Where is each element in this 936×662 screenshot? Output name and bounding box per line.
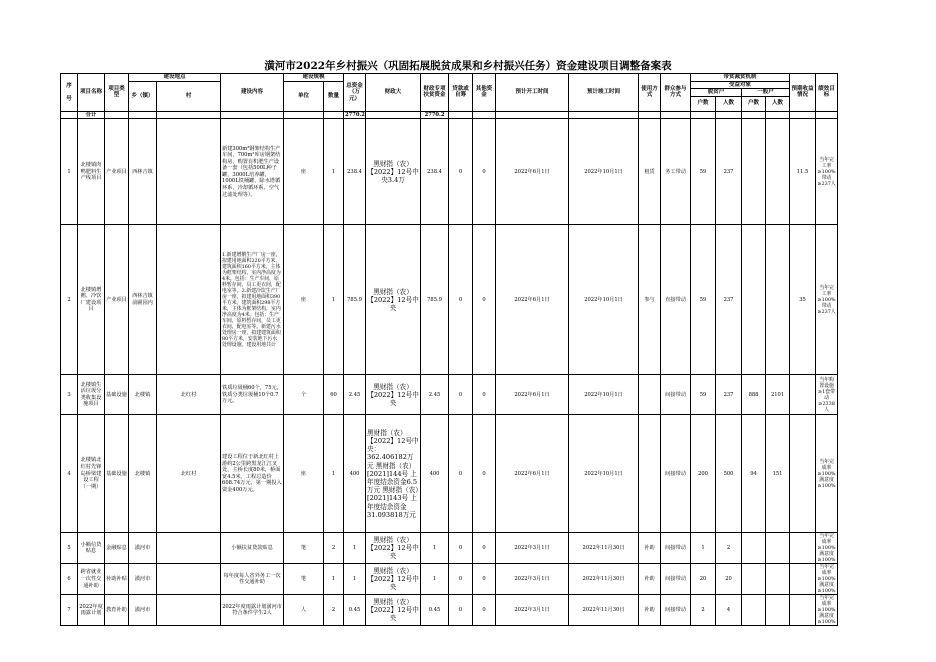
- cell-credit: 0: [449, 533, 473, 564]
- header-credit: 贷款或自筹: [449, 74, 473, 112]
- table-row: [61, 564, 838, 595]
- cell-qty: 1: [324, 415, 344, 533]
- cell-poverty-households: 59: [691, 225, 716, 375]
- cell-poverty-households: 2: [691, 595, 716, 626]
- header-poverty: 脱贫户: [691, 89, 742, 97]
- totals-total: 2770.2: [345, 111, 365, 118]
- cell-town: 西林吉镇前圃园内: [129, 225, 157, 375]
- cell-poverty-households: 59: [691, 119, 716, 225]
- cell-credit: 0: [449, 415, 473, 533]
- cell-poverty-people: 237: [716, 119, 742, 225]
- cell-seq: 2: [61, 225, 78, 375]
- cell-fund: 黑财指（农）【2022】12号中央: [366, 375, 421, 415]
- cell-general-households: [742, 533, 766, 564]
- cell-seq: 6: [61, 564, 78, 595]
- cell-town: 潢河市: [129, 564, 157, 595]
- cell-finish: 2022年11月30日: [569, 533, 639, 564]
- cell-fund: 黑财指（农）【2022】12号中央: [366, 225, 421, 375]
- cell-mode: 租赁: [639, 119, 661, 225]
- header-name: 项目名称: [78, 74, 105, 112]
- cell-general-people: 2101: [766, 375, 790, 415]
- header-general: 一般户: [742, 89, 790, 97]
- cell-unit: 座: [284, 225, 324, 375]
- cell-mode: 参与: [639, 225, 661, 375]
- cell-goal: [816, 111, 838, 119]
- cell-general-households: [742, 564, 766, 595]
- cell-poverty-households: 20: [691, 564, 716, 595]
- cell-goal: 当年完工率≥100%带动≥237人: [816, 119, 838, 225]
- cell-content: 2022年度雨露计划潢河市符合条件学生2人: [221, 595, 284, 626]
- cell-village: [157, 111, 221, 119]
- cell-mode: [639, 111, 661, 119]
- cell-content: 每年度每人省外务工一次性交通补助: [221, 564, 284, 595]
- header-income: 预期收益情况: [790, 74, 816, 112]
- cell-qty: 2: [324, 533, 344, 564]
- cell-income: [790, 375, 816, 415]
- cell-special: 1: [421, 533, 449, 564]
- cell-seq: 4: [61, 415, 78, 533]
- cell-other: 0: [473, 375, 496, 415]
- cell-poverty-households: 200: [691, 415, 716, 533]
- cell-village: [157, 595, 221, 626]
- cell-unit: 笔: [284, 533, 324, 564]
- cell-general-people: [766, 225, 790, 375]
- cell-unit: 个: [284, 375, 324, 415]
- cell-town: [129, 111, 157, 119]
- header-qty: 数量: [324, 81, 344, 111]
- cell-total: 2.45: [344, 375, 366, 415]
- cell-goal: 当年完成率≥100%满意度≥100%: [816, 415, 838, 533]
- cell-poverty-people: 4: [716, 595, 742, 626]
- cell-credit: 0: [449, 119, 473, 225]
- cell-income: [790, 111, 816, 119]
- cell-content: 1.新建增鹅生产厂房一座，拟建用地面积220平方米，建筑面积160平方米，主体为框架结构，室内净高度为4米。包括：生产车间，原料暂存间，员工更衣间，配电室等。2.新建冷饮生产厂房一座，拟建用地面积390平方米，建筑面积298平方米，主体为框架结构，室内净高度为4米。包括：生产车间，原料暂存间，员工更衣间，配电室等。新建污水处理房一座，拟建建筑面积80平方米，安装地下污水处理设施。建设用地共计: [221, 225, 284, 375]
- cell-participation: 间接带动: [661, 595, 691, 626]
- header-mode: 使用方式: [639, 74, 661, 112]
- cell-poverty-people: 237: [716, 225, 742, 375]
- cell-other: 0: [473, 533, 496, 564]
- cell-name: 北楼镇生活垃圾分类收集设施项目: [78, 375, 105, 415]
- cell-total: 1: [344, 533, 366, 564]
- cell-income: [790, 533, 816, 564]
- cell-qty: 1: [324, 225, 344, 375]
- cell-unit: [284, 111, 324, 119]
- cell-unit: 人: [284, 595, 324, 626]
- cell-name: 北楼镇增鹅、冷饮厂建设项目: [78, 225, 105, 375]
- cell-mode: 补助: [639, 595, 661, 626]
- totals-row: [61, 111, 838, 119]
- table-row: [61, 375, 838, 415]
- cell-fund: [366, 111, 421, 119]
- header-type: 项目类型: [105, 74, 129, 112]
- header-other: 其他资金: [473, 74, 496, 112]
- header-seq: 序 号: [61, 74, 78, 112]
- cell-start: 2022年6月1日: [496, 415, 569, 533]
- cell-other: 0: [473, 119, 496, 225]
- cell-participation: 务工带动: [661, 119, 691, 225]
- table-row: [61, 119, 838, 225]
- cell-poverty-people: 500: [716, 415, 742, 533]
- cell-special: 1: [421, 564, 449, 595]
- cell-village: 北红村: [157, 415, 221, 533]
- cell-name: 跨省就业一次性交通补助: [78, 564, 105, 595]
- cell-type: 基础设施: [105, 415, 129, 533]
- cell-town: 潢河市: [129, 533, 157, 564]
- cell-qty: [324, 111, 344, 119]
- cell-type: 产业项目: [105, 119, 129, 225]
- cell-finish: 2022年10月1日: [569, 375, 639, 415]
- header-finish: 预计竣工时间: [569, 74, 639, 112]
- cell-general-people: [766, 119, 790, 225]
- cell-qty: 1: [324, 564, 344, 595]
- header-beneficiary: 受益对象: [691, 81, 790, 89]
- cell-total: 0.45: [344, 595, 366, 626]
- cell-start: 2022年6月1日: [496, 225, 569, 375]
- cell-mode: 补助: [639, 564, 661, 595]
- cell-start: 2022年6月1日: [496, 119, 569, 225]
- cell-poverty-people: 237: [716, 375, 742, 415]
- cell-fund: 黑财指（农）【2022】12号中央3.4万: [366, 119, 421, 225]
- header-people: 人数: [766, 96, 790, 111]
- cell-start: 2022年6月1日: [496, 375, 569, 415]
- cell-total: 785.9: [344, 225, 366, 375]
- cell-village: [157, 533, 221, 564]
- cell-mode: 补助: [639, 533, 661, 564]
- cell-other: [473, 111, 496, 119]
- cell-finish: 2022年10月1日: [569, 225, 639, 375]
- header-households: 户数: [691, 96, 716, 111]
- table-row: [61, 595, 838, 626]
- cell-goal: 当年完成率≥100%满意度≥100%: [817, 564, 836, 595]
- cell-credit: 0: [449, 595, 473, 626]
- cell-start: [496, 111, 569, 119]
- project-table: [60, 73, 838, 626]
- header-start: 预计开工时间: [496, 74, 569, 112]
- header-content: 建设内容: [221, 74, 284, 112]
- header-town: 乡（镇）: [129, 81, 157, 111]
- header-special: 财政专项扶贫资金: [421, 74, 449, 112]
- header-benefit: 带贫减贫机制: [691, 74, 790, 82]
- cell-special: 400: [421, 415, 449, 533]
- cell-general-households: 94: [742, 415, 766, 533]
- cell-start: 2022年3月1日: [496, 564, 569, 595]
- cell-finish: [569, 111, 639, 119]
- cell-finish: 2022年10月1日: [569, 415, 639, 533]
- cell-income: 11.5: [790, 119, 816, 225]
- cell-poverty-people: 2: [716, 533, 742, 564]
- cell-special: 0.45: [421, 595, 449, 626]
- cell-general-people: [766, 595, 790, 626]
- cell-credit: 0: [449, 564, 473, 595]
- cell-income: [790, 564, 816, 595]
- cell-type: 补助补贴: [105, 564, 129, 595]
- cell-goal: 当年完工率≥100%带动≥237人: [816, 225, 838, 375]
- cell-type: [105, 111, 129, 119]
- cell-type: 教育补助: [105, 595, 129, 626]
- cell-start: 2022年3月1日: [496, 595, 569, 626]
- cell-start: 2022年3月1日: [496, 533, 569, 564]
- cell-general-people: 151: [766, 415, 790, 533]
- cell-poverty-households: 1: [691, 533, 716, 564]
- cell-seq: 5: [61, 533, 78, 564]
- cell-type: 产业项目: [105, 225, 129, 375]
- cell-other: 0: [473, 415, 496, 533]
- cell-credit: [449, 111, 473, 119]
- cell-seq: 1: [61, 119, 78, 225]
- cell-content: 建设工程位于新北红村上游约2公里跨黑龙江江叉处，主桥长度80米，桥面宽4.5米，工程总造价608.74万元，第一期投入资金400万元。: [221, 415, 284, 533]
- cell-unit: 座: [284, 119, 324, 225]
- cell-fund: 黑财指（农）【2022】12号中央: [366, 564, 421, 595]
- cell-mode: [639, 415, 661, 533]
- cell-poverty-households: 59: [691, 375, 716, 415]
- cell-village: [157, 564, 221, 595]
- cell-total: 400: [344, 415, 366, 533]
- cell-credit: 0: [449, 225, 473, 375]
- cell-content: [221, 111, 284, 119]
- totals-label: 合计: [78, 111, 105, 119]
- cell-general-households: [742, 595, 766, 626]
- cell-fund: 黑财指（农）【2022】12号中央: [366, 595, 421, 626]
- cell-other: 0: [473, 225, 496, 375]
- cell-participation: [661, 111, 691, 119]
- cell-fund: 黑财指（农）【2022】12号中央：362.406182万元 黑财指（农）[2021]144号 上年度结余资金6.5万元 黑财指（农）[2021]143号 上年度结余资金31.093818万元: [366, 415, 421, 533]
- header-people: 人数: [716, 96, 742, 111]
- cell-town: 西林吉镇: [129, 119, 157, 225]
- header-location: 建设地点: [129, 74, 221, 82]
- cell-general-people: [766, 564, 790, 595]
- cell-participation: 间接带动: [661, 533, 691, 564]
- cell-town: 北楼镇: [129, 415, 157, 533]
- cell-special: 785.9: [421, 225, 449, 375]
- cell-seq: 7: [61, 595, 78, 626]
- cell-finish: 2022年11月30日: [569, 595, 639, 626]
- cell-fund: 黑财指（农）【2022】12号中央: [366, 533, 421, 564]
- cell-income: [790, 595, 816, 626]
- cell-participation: 直接带动: [661, 225, 691, 375]
- cell-total: 1: [344, 564, 366, 595]
- cell-qty: 2: [324, 595, 344, 626]
- totals-special: 2770.2: [421, 111, 449, 119]
- header-unit: 单位: [284, 81, 324, 111]
- cell-special: 2.45: [421, 375, 449, 415]
- cell-other: 0: [473, 595, 496, 626]
- cell-general-households: [742, 119, 766, 225]
- cell-name: 北楼镇北红村先锋岛桥梁建设工程（一期）: [78, 415, 105, 533]
- cell-content: 新建300m²钢架结构生产车间，700m²库房钢架结构房，购置有机肥生产设备一套（包括500L种子罐，3000L培养罐，1000L铁桶罐，除水塔循环系、冷却循环系、空气过滤处理等）。: [221, 119, 284, 225]
- cell-goal: 当年购置设施≥1套带动≥2338人: [816, 375, 838, 415]
- cell-qty: 60: [324, 375, 344, 415]
- cell-qty: 1: [324, 119, 344, 225]
- cell-poverty-people: [716, 111, 742, 119]
- cell-income: 35: [790, 225, 816, 375]
- cell-mode: [639, 375, 661, 415]
- header-households: 户数: [742, 96, 766, 111]
- cell-town: 潢河市: [129, 595, 157, 626]
- cell-content: 铁质垃圾桶60个，75元，铁质分类垃圾桶10个0.7万元。: [221, 375, 284, 415]
- header-scale: 建设规模: [284, 74, 344, 82]
- header-participation: 群众参与方式: [661, 74, 691, 112]
- cell-town: 北楼镇: [129, 375, 157, 415]
- cell-poverty-people: 20: [716, 564, 742, 595]
- header-total: 总资金（万元）: [344, 74, 366, 112]
- cell-name: 小额信贷贴息: [78, 533, 105, 564]
- cell-participation: 间接带动: [661, 375, 691, 415]
- cell-finish: 2022年11月30日: [569, 564, 639, 595]
- cell-village: [157, 225, 221, 375]
- cell-credit: 0: [449, 375, 473, 415]
- cell-content: 小额扶贫贷款贴息: [221, 533, 284, 564]
- cell-goal: 当年完成率≥100%满意度≥100%: [817, 533, 836, 564]
- header-goal: 绩效目标: [816, 74, 838, 112]
- cell-type: 金融贴息: [105, 533, 129, 564]
- table-row: [61, 225, 838, 375]
- cell-type: 基础设施: [105, 375, 129, 415]
- cell-name: 北楼镇肉鸭肥料生产线项目: [78, 119, 105, 225]
- cell-finish: 2022年10月1日: [569, 119, 639, 225]
- cell-goal: 当年完成率≥100%满意度≥100%: [817, 595, 836, 626]
- cell-village: 北红村: [157, 375, 221, 415]
- table-row: [61, 533, 838, 564]
- cell-participation: 间接带动: [661, 564, 691, 595]
- cell-special: 238.4: [421, 119, 449, 225]
- cell-general-households: 888: [742, 375, 766, 415]
- cell-general-households: [742, 111, 766, 119]
- cell-total: 238.4: [344, 119, 366, 225]
- cell-general-people: [766, 533, 790, 564]
- header-source: 财政大: [366, 74, 421, 112]
- cell-seq: 3: [61, 375, 78, 415]
- cell-income: [790, 415, 816, 533]
- page-title: 潢河市2022年乡村振兴（巩固拓展脱贫成果和乡村振兴任务）资金建设项目调整备案表: [264, 60, 672, 72]
- cell-general-households: [742, 225, 766, 375]
- cell-name: 2022年度雨露计划: [78, 595, 105, 626]
- cell-village: [157, 119, 221, 225]
- cell-unit: 座: [284, 415, 324, 533]
- cell-general-people: [766, 111, 790, 119]
- cell-unit: 笔: [284, 564, 324, 595]
- cell-poverty-households: [691, 111, 716, 119]
- cell-other: 0: [473, 564, 496, 595]
- cell-seq: [61, 111, 78, 119]
- table-row: [61, 415, 838, 533]
- header-village: 村: [157, 81, 221, 111]
- cell-participation: 间接带动: [661, 415, 691, 533]
